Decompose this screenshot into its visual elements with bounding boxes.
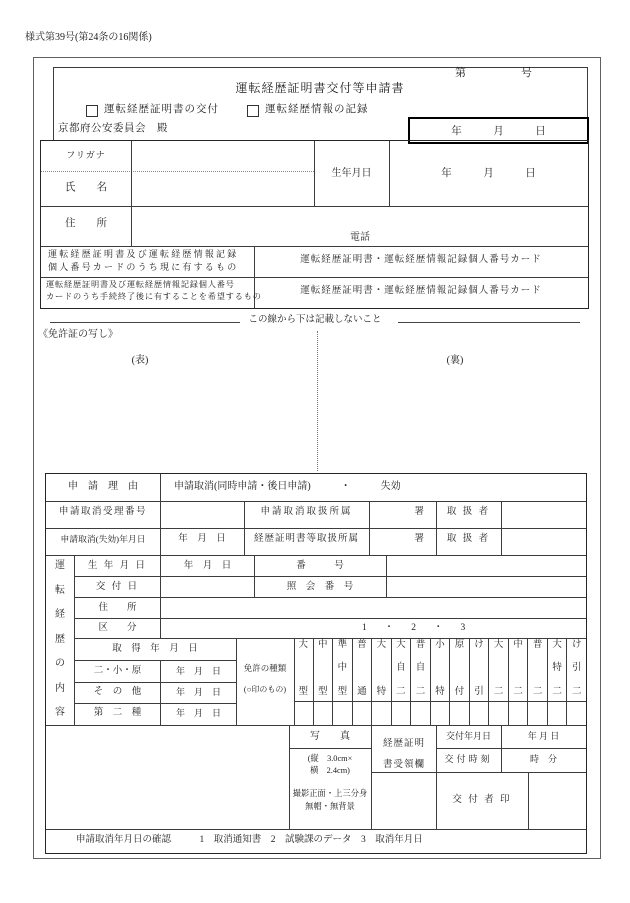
license-column-header: 普 通 [353, 638, 372, 702]
history-birthdate-field[interactable]: 年 月 日 [183, 561, 232, 571]
application-date-field[interactable]: 年 月 日 [408, 117, 589, 144]
photo-note-line1: 撮影正面・上三分身 [292, 789, 368, 798]
card-after-label-line2: カードのうち手続終了後に有することを希望するもの [46, 292, 262, 301]
license-column [488, 638, 508, 725]
history-issue-date-label: 交 付 日 [95, 582, 140, 592]
phone-label: 電話 [350, 232, 370, 243]
card-current-label-line2: 個人番号カードのうち現に有するもの [48, 262, 239, 272]
address-label: 住 所 [65, 218, 107, 229]
applicant-table [40, 140, 589, 309]
furigana-label: フリガナ [66, 150, 106, 160]
card-current-value[interactable]: 運転経歴証明書・運転経歴情報記録個人番号カード [300, 255, 542, 265]
acquisition-row1-field[interactable]: 年 月 日 [175, 666, 221, 676]
license-column-header: 準 中 型 [333, 638, 352, 702]
license-column [449, 638, 469, 725]
cancel-handler-input-cell[interactable] [502, 502, 585, 527]
birthdate-field[interactable]: 年 月 日 [441, 168, 536, 179]
addressee: 京都府公安委員会 殿 [58, 123, 168, 134]
receipt-number-label: 申請取消受理番号 [58, 507, 147, 517]
license-column-header: 大 型 [294, 638, 313, 702]
license-mark-cell[interactable] [353, 702, 372, 725]
receipt-stamp-cell[interactable] [372, 773, 435, 828]
license-mark-cell[interactable] [528, 702, 547, 725]
cancel-date-label: 申請取消(失効)年月日 [60, 534, 146, 544]
photo-size-line1: (縦 3.0cm× [307, 754, 353, 763]
license-column-header: 普 二 [528, 638, 547, 702]
history-category-label: 区 分 [98, 623, 137, 633]
reason-value[interactable]: 申請取消(同時申請・後日申請) ・ 失効 [174, 481, 401, 492]
footer-note: 申請取消年月日の確認 1 取消通知書 2 試験課のデータ 3 取消年月日 [76, 835, 423, 845]
license-column [527, 638, 547, 725]
license-column-header: 大 自 二 [392, 638, 411, 702]
cancel-office-label: 申請取消取扱所属 [260, 507, 353, 517]
history-birthdate-label: 生 年 月 日 [87, 561, 148, 571]
furigana-input-cell[interactable] [132, 142, 313, 171]
license-column-header: け 引 二 [567, 638, 586, 702]
reason-label: 申 請 理 由 [68, 481, 138, 492]
license-mark-cell[interactable] [392, 702, 411, 725]
cert-office-suffix: 署 [414, 534, 424, 544]
license-column [352, 638, 372, 725]
certificate-issue-checkbox[interactable] [86, 105, 98, 117]
history-section-side-label: 運 転 経 歴 の 内 容 [55, 560, 65, 718]
cancel-date-field[interactable]: 年 月 日 [178, 534, 226, 544]
license-column [547, 638, 567, 725]
license-copy-back-label: (裏) [446, 355, 464, 366]
history-number-label: 番 号 [296, 561, 344, 571]
birthdate-label: 生年月日 [331, 168, 372, 179]
license-column [371, 638, 391, 725]
history-inquiry-input-cell[interactable] [387, 577, 585, 596]
cancel-office-suffix: 署 [414, 507, 424, 517]
receipt-number-input-cell[interactable] [161, 502, 243, 527]
form-style-number: 様式第39号(第24条の16関係) [25, 32, 152, 43]
history-issue-date-input-cell[interactable] [161, 577, 253, 596]
license-mark-cell[interactable] [489, 702, 508, 725]
card-after-value[interactable]: 運転経歴証明書・運転経歴情報記録個人番号カード [300, 286, 542, 296]
separator-note: この線から下は記載しないこと [248, 315, 382, 325]
acquisition-row3-label: 第 二 種 [93, 708, 142, 718]
license-column-header: 大 二 [489, 638, 508, 702]
license-column [430, 638, 450, 725]
card-current-label-line1: 運転経歴証明書及び運転経歴情報記録 [48, 249, 239, 259]
receipt-column-label: 経歴証明書受領欄 [382, 739, 425, 770]
history-address-input-cell[interactable] [161, 598, 585, 617]
doc-number-field[interactable]: 第 号 [455, 67, 532, 79]
license-mark-cell[interactable] [333, 702, 352, 725]
license-column-header: 小 特 [431, 638, 450, 702]
license-kind-label-line1: 免許の種類 [243, 663, 287, 673]
license-column-header: け 引 [470, 638, 489, 702]
license-mark-cell[interactable] [450, 702, 469, 725]
acquisition-row3-field[interactable]: 年 月 日 [175, 708, 221, 718]
issuer-seal-cell[interactable] [529, 773, 585, 828]
license-column [391, 638, 411, 725]
separator-line-right [398, 322, 580, 323]
form-title: 運転経歴証明書交付等申請書 [235, 81, 405, 95]
license-column [508, 638, 528, 725]
history-number-input-cell[interactable] [387, 556, 585, 575]
license-mark-cell[interactable] [314, 702, 333, 725]
license-mark-cell[interactable] [372, 702, 391, 725]
license-column [410, 638, 430, 725]
license-kind-label-line2: (○印のもの) [243, 685, 287, 694]
history-address-label: 住 所 [98, 603, 137, 613]
license-mark-cell[interactable] [294, 702, 313, 725]
photo-size-line2: 横 2.4cm) [310, 766, 350, 775]
history-record-checkbox[interactable] [247, 105, 259, 117]
license-column-header: 大 特 [372, 638, 391, 702]
license-column-header: 中 型 [314, 638, 333, 702]
issue-time-field[interactable]: 時 分 [529, 754, 557, 764]
acquisition-row1-label: 二・小・原 [93, 666, 142, 676]
license-copy-title: 《免許証の写し》 [38, 329, 118, 340]
separator-line-left [50, 322, 240, 323]
history-inquiry-number-label: 照 会 番 号 [286, 582, 354, 592]
license-mark-cell[interactable] [509, 702, 528, 725]
history-record-checkbox-label: 運転経歴情報の記録 [265, 104, 369, 115]
name-label: 氏 名 [65, 182, 107, 193]
photo-header: 写 真 [310, 731, 350, 742]
office-use-table [45, 473, 587, 854]
license-column [332, 638, 352, 725]
license-column-header: 中 二 [509, 638, 528, 702]
issue-date-label: 交付年月日 [445, 731, 491, 741]
license-copy-divider [317, 331, 318, 471]
acquisition-row2-field[interactable]: 年 月 日 [175, 687, 221, 697]
license-column [294, 638, 313, 725]
license-copy-front-label: (表) [131, 355, 149, 366]
cert-handler-label: 取 扱 者 [446, 534, 491, 544]
card-after-label-line1: 運転経歴証明書及び運転経歴情報記録個人番号 [46, 280, 235, 289]
issuer-seal-label: 交 付 者 印 [452, 795, 512, 805]
license-column [313, 638, 333, 725]
license-column [566, 638, 586, 725]
cancel-handler-label: 取 扱 者 [446, 507, 491, 517]
license-mark-cell[interactable] [567, 702, 586, 725]
license-mark-cell[interactable] [548, 702, 567, 725]
license-column-header: 普 自 二 [411, 638, 430, 702]
photo-note-line2: 無帽・無背景 [305, 802, 355, 811]
issue-time-label: 交付時刻 [444, 754, 493, 764]
license-mark-cell[interactable] [470, 702, 489, 725]
license-column-header: 原 付 [450, 638, 469, 702]
license-mark-cell[interactable] [411, 702, 430, 725]
cert-office-label: 経歴証明書等取扱所属 [253, 534, 359, 544]
issue-date-field[interactable]: 年 月 日 [527, 731, 560, 741]
certificate-issue-checkbox-label: 運転経歴証明書の交付 [104, 104, 219, 115]
history-category-options[interactable]: 1 ・ 2 ・ 3 [362, 623, 470, 633]
acquisition-header: 取 得 年 月 日 [112, 644, 198, 654]
cert-handler-input-cell[interactable] [502, 529, 585, 554]
license-type-columns [294, 638, 586, 725]
license-column [469, 638, 489, 725]
name-input-cell[interactable] [132, 172, 313, 205]
license-column-header: 大 特 二 [548, 638, 567, 702]
license-mark-cell[interactable] [431, 702, 450, 725]
acquisition-row2-label: そ の 他 [93, 687, 142, 697]
